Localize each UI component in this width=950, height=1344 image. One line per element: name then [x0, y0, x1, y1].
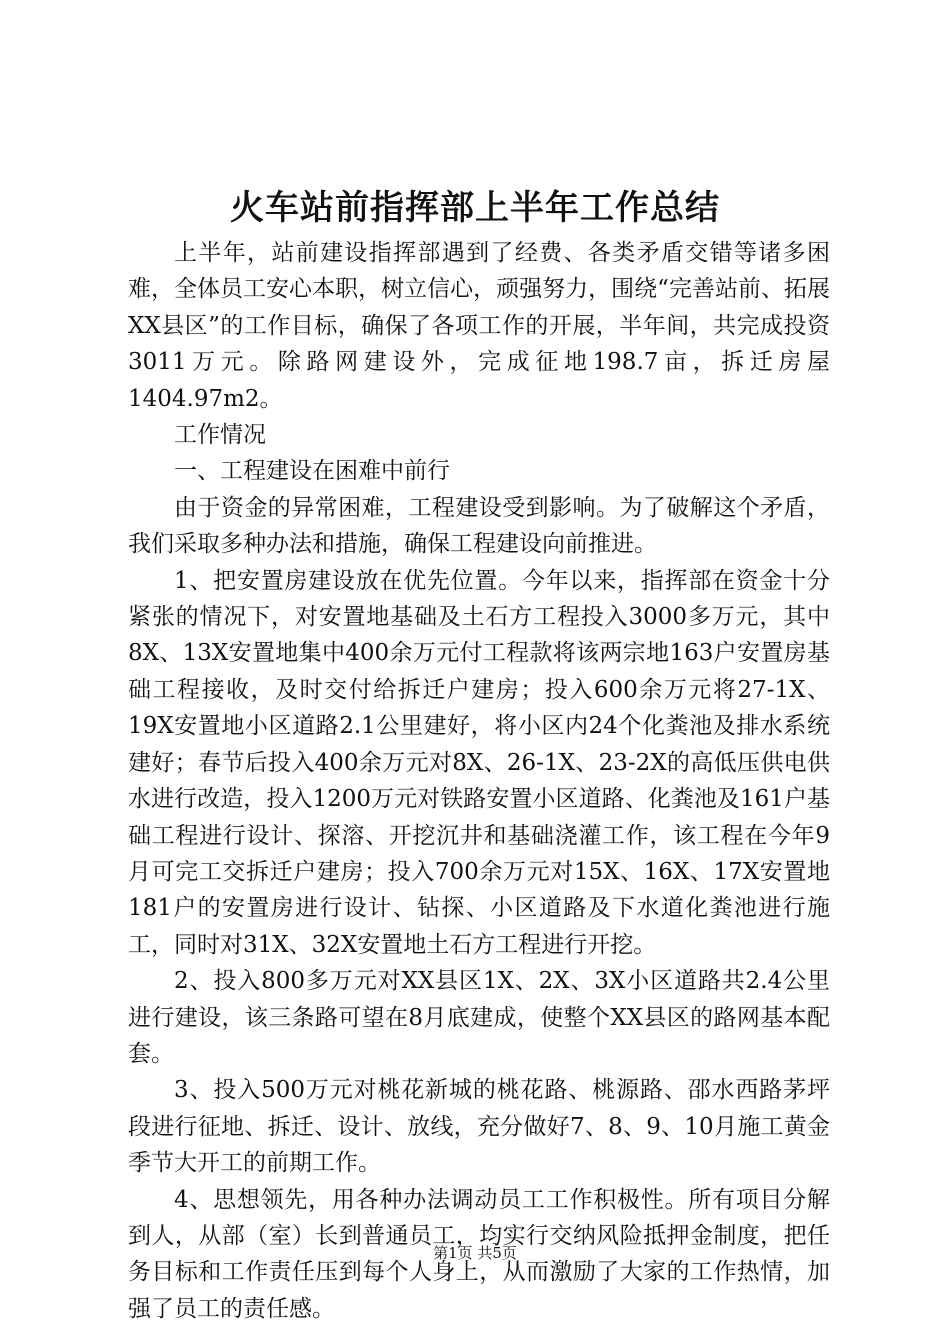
- document-title: 火车站前指挥部上半年工作总结: [230, 188, 720, 228]
- document-body: [128, 235, 830, 1327]
- paragraph-funding-difficulty: 由于资金的异常困难，工程建设受到影响。为了破解这个矛盾，我们采取多种办法和措施，确保工程建设向前推进。: [128, 494, 830, 558]
- paragraph-item-4: 4、思想领先，用各种办法调动员工工作积极性。所有项目分解到人，从部（室）长到普通员工，均实行交纳风险抵押金制度，把任务目标和工作责任压到每个人身上，从而激励了大家的工作热情，加强了员工的责任感。: [128, 1186, 830, 1322]
- paragraph-item-2: 2、投入800多万元对XX县区1X、2X、3X小区道路共2.4公里进行建设，该三条路可望在8月底建成，使整个XX县区的路网基本配套。: [128, 968, 830, 1067]
- paragraph-intro: 上半年，站前建设指挥部遇到了经费、各类矛盾交错等诸多困难，全体员工安心本职，树立信心，顽强努力，围绕“完善站前、拓展XX县区”的工作目标，确保了各项工作的开展，半年间，共完成投资3011万元。除路网建设外，完成征地198.7亩，拆迁房屋1404.97m2。: [128, 240, 830, 412]
- paragraph-item-3: 3、投入500万元对桃花新城的桃花路、桃源路、邵水西路茅坪段进行征地、拆迁、设计、放线，充分做好7、8、9、10月施工黄金季节大开工的前期工作。: [128, 1077, 830, 1177]
- page-number-footer: 第1页 共5页: [433, 1244, 517, 1262]
- paragraph-item-1: 1、把安置房建设放在优先位置。今年以来，指挥部在资金十分紧张的情况下，对安置地基础及土石方工程投入3000多万元，其中8X、13X安置地集中400余万元付工程款将该两宗地163户安置房基础工程接收，及时交付给拆迁户建房；投入600余万元将27-1X、19X安置地小区道路2.1公里建好，将小区内24个化粪池及排水系统建好；春节后投入400余万元对8X、26-1X、23-2X的高低压供电供水进行改造，投入1200万元对铁路安置小区道路、化粪池及161户基础工程进行设计、探溶、开挖沉井和基础浇灌工作，该工程在今年9月可完工交拆迁户建房；投入700余万元对15X、16X、17X安置地181户的安置房进行设计、钻探、小区道路及下水道化粪池进行施工，同时对31X、32X安置地土石方工程进行开挖。: [128, 567, 830, 958]
- paragraph-work-status-heading: 工作情况: [174, 422, 266, 449]
- paragraph-section-one-heading: 一、工程建设在困难中前行: [174, 458, 450, 485]
